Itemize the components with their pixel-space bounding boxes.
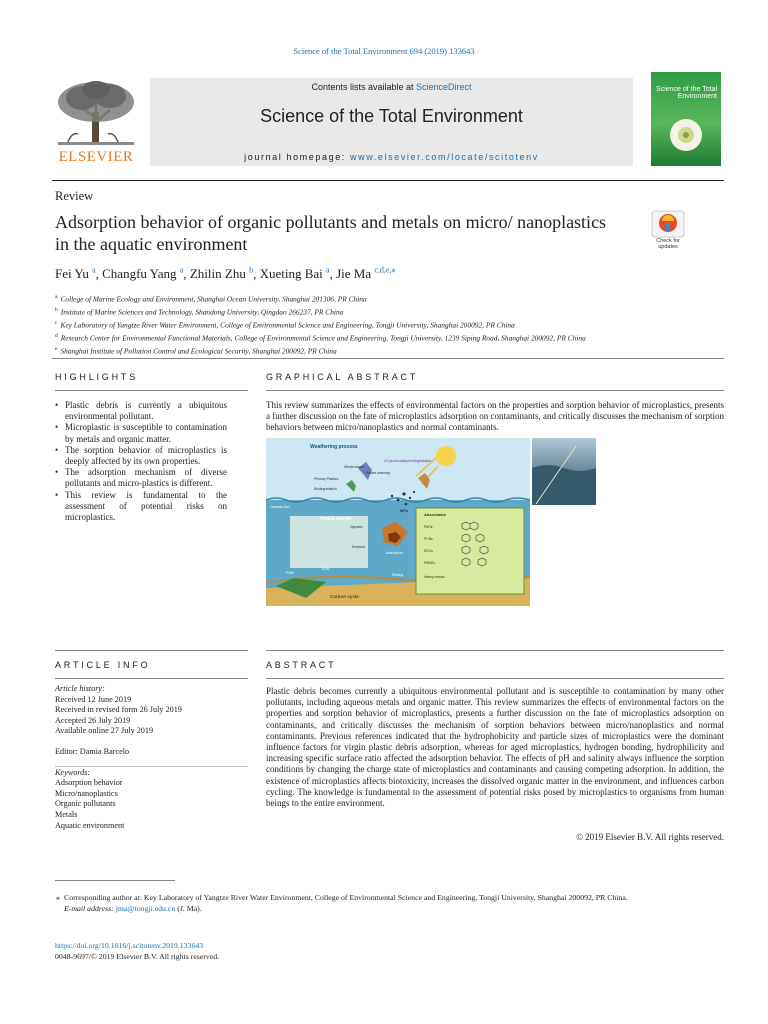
figure-label: MPs [400, 508, 409, 513]
graphical-abstract-figure[interactable] [266, 438, 530, 606]
keyword: Micro/nanoplastics [55, 788, 118, 798]
graphical-abstract-text: This review summarizes the effects of environmental factors on the properties and sorption behavior of microplastics, presents a further discussion on the fate of microplastics adsorption on contaminants, and critically discusses the mechanism of sorption behaviors between micro/nanoplastics and normal contaminants. [266, 400, 724, 433]
email-suffix: (J. Ma). [175, 903, 202, 913]
author[interactable]: Zhilin Zhu $^b$ [189, 266, 254, 282]
article-info-top-rule [55, 650, 248, 651]
figure-label: DOM [322, 567, 330, 571]
highlight-item: • Microplastic is susceptible to contamination by metals and organic matter. [55, 422, 227, 444]
author[interactable]: Changfu Yang $^a$ [102, 266, 184, 282]
figure-label: Weathering process [310, 444, 358, 450]
figure-label: Primary Plastics [314, 477, 339, 481]
figure-label: Waves washing [366, 471, 390, 475]
highlight-item: • The sorption behavior of microplastics is deeply affected by its own properties. [55, 445, 227, 467]
affiliation-item: $^a$ College of Marine Ecology and Environment, Shanghai Ocean University, Shanghai 201306, PR China [55, 294, 367, 304]
email-line [64, 904, 724, 915]
cover-flower-icon [667, 116, 705, 154]
abstract-text: Plastic debris becomes currently a ubiquitous environmental pollutant and is susceptible to contamination by many other pollutants, including aqueous metals and organic matter. This review summarizes the effects of environmental factors on the properties and sorption behavior of microplastics, presents a further discussion on the fate of microplastics adsorption on contaminants, and critically discusses the mechanism of sorption behaviors between micro/nanoplastics and normal contaminants. Previous references indicated that the hydrophobicity and particle sizes of microplastics were the dominant influence factors for virgin plastic debris adsorption, whereas for aged microplastics, hydrogen bonding, hydrophilicity and increasing specific surface ratio affected the adsorption behavior. The effects of pH and salinity always influence the sorption conditions by changing the charge state of microplastics and contaminants and causing competing adsorption. In addition, the existence of microplastics affects biotoxicity, increases the dissolved organic matter in the environment, and influences carbon cycling. The knowledge is fundamental to the assessment of potential risks posed by microplastics to organisms from human beings to the entire environment. [266, 686, 724, 809]
history-label: Article history: [55, 684, 105, 693]
abstract-heading: ABSTRACT [266, 660, 337, 670]
contents-prefix: Contents lists available at [311, 82, 417, 92]
author[interactable]: Fei Yu $^a$ [55, 266, 96, 282]
figure-label: Ingestion [350, 525, 363, 529]
figure-label: Oceanic flux [270, 505, 290, 509]
header-divider [52, 180, 724, 181]
footnote-text: Corresponding author at: Key Laboratory of Yangtze River Water Environment, College of Environmental Science and Engineering, Tongji University, Shanghai 200092, PR China. [64, 893, 628, 902]
affiliation-item: $^b$ Institute of Marine Sciences and Technology, Shandong University, Qingdao 266237, PR China [55, 306, 344, 317]
email-link[interactable]: jma@tongji.edu.cn [115, 903, 176, 913]
article-info-rule [55, 678, 248, 679]
figure-label: Adsorption [386, 551, 404, 555]
crossmark-icon [651, 210, 685, 238]
figure-label: Carbon cycle [330, 594, 359, 599]
keyword: Organic pollutants [55, 799, 116, 809]
graphical-abstract-heading: GRAPHICAL ABSTRACT [266, 372, 419, 382]
figure-label: Trophic transfer [320, 516, 352, 521]
figure-label: POM [286, 571, 294, 575]
tree-icon [52, 78, 140, 150]
figure-label: EDCs [424, 549, 433, 553]
section-divider [52, 358, 724, 359]
highlights-list [55, 400, 227, 523]
figure-label: Excretion [352, 545, 366, 549]
affiliations [55, 292, 725, 356]
figure-label: PBDEs [424, 561, 435, 565]
keywords-label: Keywords: [55, 767, 91, 777]
figure-label: PCBs [424, 537, 433, 541]
homepage-link[interactable]: www.elsevier.com/locate/scitotenv [350, 152, 539, 162]
copyright: © 2019 Elsevier B.V. All rights reserved. [576, 832, 724, 842]
publisher-name: ELSEVIER [58, 149, 134, 165]
highlight-item: • The adsorption mechanism of diverse pollutants and micro-plastics is different. [55, 467, 227, 489]
figure-label: Biodegradation [314, 487, 337, 491]
date-revised: Received in revised form 26 July 2019 [55, 705, 182, 715]
issn-line: 0048-9697/© 2019 Elsevier B.V. All rights reserved. [55, 952, 220, 961]
affiliation-item: $^e$ Shanghai Institute of Pollution Control and Ecological Security, Shanghai 200092, PR China [55, 345, 337, 355]
doi-link[interactable]: https://doi.org/10.1016/j.scitotenv.2019.133643 [55, 941, 204, 950]
date-accepted: Accepted 26 July 2019 [55, 715, 131, 725]
article-title: Adsorption behavior of organic pollutants and metals on micro/ nanoplastics in the aquatic environment [55, 212, 607, 254]
figure-illustration [266, 438, 530, 606]
cover-title: Science of the Total Environment [656, 86, 717, 101]
sciencedirect-link[interactable]: ScienceDirect [416, 82, 472, 92]
abstract-rule [266, 678, 724, 679]
figure-label: Heavy metals [424, 575, 445, 579]
author-list: Fei Yu $^a$, Changfu Yang $^a$, Zhilin Zhu $^b$, Xueting Bai $^a$, Jie Ma $^{c,d,e,⁎}$ [55, 266, 396, 282]
figure-label: Winds waves [344, 465, 364, 469]
footnote-rule [55, 880, 175, 881]
journal-cover[interactable] [651, 72, 721, 166]
date-online: Available online 27 July 2019 [55, 726, 154, 736]
article-info-separator [55, 766, 248, 767]
figure-label: Sinking [392, 573, 404, 577]
figure-label: Adsorbates [424, 512, 447, 517]
corresponding-author-note [56, 893, 724, 914]
graphical-abstract-rule [266, 390, 724, 391]
homepage-line [150, 152, 633, 162]
affiliation-item: $^c$ Key Laboratory of Yangtze River Water Environment, College of Environmental Science and Engineering, Tongji University, Shanghai 200092, PR China [55, 319, 515, 330]
date-received: Received 12 June 2019 [55, 694, 132, 704]
journal-title: Science of the Total Environment [260, 106, 523, 126]
keyword: Adsorption behavior [55, 778, 123, 788]
figure-label: UV-photocatalyzed degradation [384, 459, 432, 463]
article-type: Review [55, 189, 94, 203]
crossmark-badge[interactable] [651, 210, 685, 250]
author[interactable]: Xueting Bai $^a$ [259, 266, 330, 282]
doi-block [55, 940, 219, 962]
figure-label: PAHs [424, 525, 433, 529]
highlight-item: • Plastic debris is currently a ubiquitous environmental pollutant. [55, 400, 227, 422]
highlight-item: • This review is fundamental to the assessment of potential risks on microplastics. [55, 490, 227, 524]
editor: Editor: Damia Barcelo [55, 746, 130, 756]
affiliation-item: $^d$ Research Center for Environmental Functional Materials, College of Environmental Science and Engineering, Tongji University, 1239 Siping Road, Shanghai 200092, PR China [55, 332, 586, 343]
email-label: E-mail address: [64, 903, 116, 913]
highlights-heading: HIGHLIGHTS [55, 372, 139, 382]
keyword: Metals [55, 809, 78, 819]
highlights-rule [55, 390, 248, 391]
elsevier-logo [52, 78, 140, 166]
journal-reference[interactable]: Science of the Total Environment 694 (2019) 133643 [293, 46, 475, 56]
contents-line [150, 82, 633, 92]
article-info [55, 684, 248, 831]
crossmark-label: Check for updates [656, 238, 680, 250]
homepage-prefix: journal homepage: [244, 152, 350, 162]
article-info-heading: ARTICLE INFO [55, 660, 151, 670]
keyword: Aquatic environment [55, 820, 125, 830]
footnote-star: ⁎ [56, 893, 60, 902]
author[interactable]: Jie Ma $^{c,d,e,⁎}$ [336, 266, 396, 282]
abstract-top-rule [266, 650, 724, 651]
ocean-photo-icon [532, 438, 596, 505]
graphical-abstract-photo [532, 438, 596, 505]
